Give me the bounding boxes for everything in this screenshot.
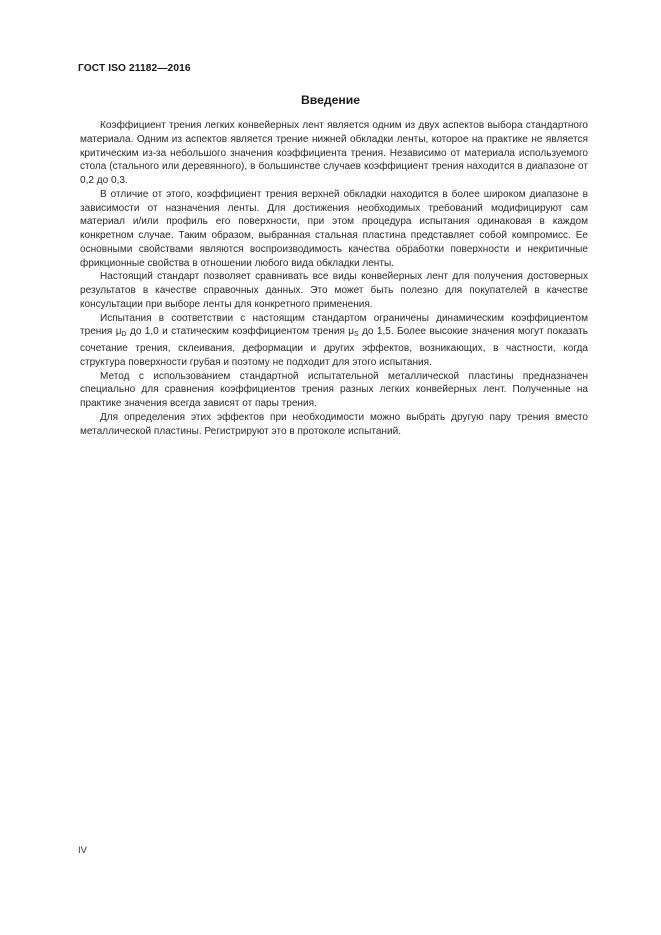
subscript-s: S [354, 331, 359, 339]
paragraph-4-part-2: до 1,0 и статическим коэффициентом трения μ [126, 326, 355, 338]
paragraph-1: Коэффициент трения легких конвейерных лент является одним из двух аспектов выбора стандартного материала. Одним из аспектов является трение нижней обкладки ленты, которое на практике не является критическим из-за небольшого значения коэффициента трения. Независимо от материала используемого стола (стального или деревянного), в большинстве случаев коэффициент трения находится в диапазоне от 0,2 до 0,3. [80, 120, 588, 186]
document-header: ГОСТ ISO 21182—2016 [78, 63, 191, 74]
section-body [80, 119, 588, 438]
paragraph-4-part-1: Испытания в соответствии с настоящим стандартом ограничены динамическим коэффициентом трения μ [80, 312, 588, 338]
paragraph-3: Настоящий стандарт позволяет сравнивать все виды конвейерных лент для получения достоверных результатов в качестве справочных данных. Это может быть полезно для покупателей в качестве консультации при выборе ленты для конкретного применения. [80, 271, 588, 310]
paragraph-4-part-3: до 1,5. Более высокие значения могут показать сочетание трения, склеивания, деформации и других эффектов, возникающих, в частности, когда структура поверхности грубая и поэтому не подходит для этого испытания. [80, 326, 588, 368]
paragraph-6: Для определения этих эффектов при необходимости можно выбрать другую пару трения вместо металлической пластины. Регистрируют это в протоколе испытаний. [80, 411, 588, 437]
subscript-d: D [121, 331, 127, 339]
page-number: IV [78, 845, 87, 856]
section-title: Введение [300, 93, 361, 107]
paragraph-2: В отличие от этого, коэффициент трения верхней обкладки находится в более широком диапазоне в зависимости от назначения ленты. Для достижения необходимых требований модифицируют сам материал и/или профиль его поверхности, при этом процедура испытания одинаковая в каждом конкретном случае. Таким образом, выбранная стальная пластина представляет собой компромисс. Ее основными свойствами являются воспроизводимость качества обработки поверхности и некритичные фрикционные свойства в отношении любого вида обкладки ленты. [80, 188, 588, 269]
paragraph-5: Метод с использованием стандартной испытательной металлической пластины предназначен специально для сравнения коэффициентов трения разных легких конвейерных лент. Полученные на практике значения всегда зависят от пары трения. [80, 370, 588, 409]
paragraph-4 [80, 312, 588, 370]
